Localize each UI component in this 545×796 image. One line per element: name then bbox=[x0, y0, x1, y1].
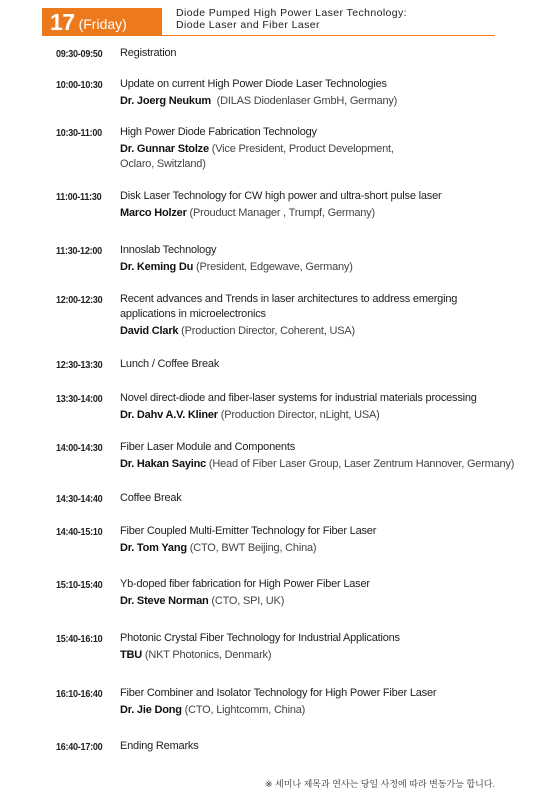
footnote: ※ 세미나 제목과 연사는 당일 사정에 따라 변동가능 합니다. bbox=[264, 779, 495, 789]
session-time: 16:40-17:00 bbox=[56, 741, 103, 753]
speaker-line bbox=[120, 703, 520, 718]
speaker-name: Dr. Joerg Neukum bbox=[120, 95, 211, 107]
speaker-name: Dr. Dahv A.V. Kliner bbox=[120, 409, 218, 421]
session-title: Lunch / Coffee Break bbox=[120, 358, 220, 370]
speaker-affiliation: (CTO, SPI, UK) bbox=[208, 595, 285, 607]
speaker-name: Dr. Steve Norman bbox=[120, 595, 209, 607]
speaker-affiliation: (President, Edgewave, Germany) bbox=[193, 261, 353, 273]
session-details bbox=[120, 686, 520, 718]
session-theme-line-2: Diode Laser and Fiber Laser bbox=[176, 19, 320, 31]
session-title: Fiber Laser Module and Components bbox=[120, 441, 296, 453]
speaker-line bbox=[120, 324, 520, 339]
speaker-line bbox=[120, 457, 520, 472]
session-title: Ending Remarks bbox=[120, 740, 199, 752]
speaker-name: David Clark bbox=[120, 325, 179, 337]
session-time: 14:40-15:10 bbox=[56, 526, 103, 538]
speaker-name: Dr. Gunnar Stolze bbox=[120, 143, 209, 155]
session-details bbox=[120, 46, 520, 61]
session-details bbox=[120, 125, 520, 172]
speaker-name: Dr. Hakan Sayinc bbox=[120, 458, 207, 470]
session-details bbox=[120, 357, 520, 372]
day-badge bbox=[42, 8, 162, 36]
session-time: 15:40-16:10 bbox=[56, 633, 103, 645]
session-title: Coffee Break bbox=[120, 492, 182, 504]
session-time: 10:30-11:00 bbox=[56, 127, 102, 139]
day-name: (Friday) bbox=[78, 15, 127, 32]
session-title: Recent advances and Trends in laser architectures to address emerging bbox=[120, 293, 458, 305]
session-time: 09:30-09:50 bbox=[56, 48, 103, 60]
session-time: 11:00-11:30 bbox=[56, 191, 102, 203]
session-details bbox=[120, 77, 520, 109]
speaker-affiliation: (Production Director, nLight, USA) bbox=[217, 409, 380, 421]
session-details bbox=[120, 631, 520, 663]
speaker-affiliation: (Production Director, Coherent, USA) bbox=[178, 325, 355, 337]
session-title-continued: applications in microelectronics bbox=[120, 308, 266, 320]
session-details bbox=[120, 491, 520, 506]
session-theme-line-1: Diode Pumped High Power Laser Technology: bbox=[176, 7, 407, 19]
speaker-line bbox=[120, 648, 520, 663]
speaker-affiliation: (Prouduct Manager , Trumpf, Germany) bbox=[186, 207, 375, 219]
speaker-affiliation-continued: Oclaro, Switzland) bbox=[120, 158, 206, 170]
session-time: 12:00-12:30 bbox=[56, 294, 103, 306]
speaker-affiliation: (Vice President, Product Development, bbox=[208, 143, 394, 155]
speaker-affiliation: (DILAS Diodenlaser GmbH, Germany) bbox=[210, 95, 398, 107]
speaker-affiliation: (NKT Photonics, Denmark) bbox=[142, 649, 272, 661]
speaker-line bbox=[120, 142, 520, 157]
session-details bbox=[120, 739, 520, 754]
session-title: Update on current High Power Diode Laser Technologies bbox=[120, 78, 387, 90]
session-title: Registration bbox=[120, 47, 177, 59]
speaker-line bbox=[120, 408, 520, 423]
session-time: 11:30-12:00 bbox=[56, 245, 102, 257]
session-time: 12:30-13:30 bbox=[56, 359, 103, 371]
session-title: Yb-doped fiber fabrication for High Power Fiber Laser bbox=[120, 578, 370, 590]
speaker-name: Marco Holzer bbox=[120, 207, 187, 219]
speaker-affiliation: (CTO, BWT Beijing, China) bbox=[186, 542, 317, 554]
speaker-name: Dr. Tom Yang bbox=[120, 542, 187, 554]
session-details bbox=[120, 189, 520, 221]
session-details bbox=[120, 391, 520, 423]
session-time: 14:30-14:40 bbox=[56, 493, 103, 505]
session-time: 15:10-15:40 bbox=[56, 579, 103, 591]
session-details bbox=[120, 243, 520, 275]
session-title: Fiber Coupled Multi-Emitter Technology for Fiber Laser bbox=[120, 525, 377, 537]
session-title: Fiber Combiner and Isolator Technology for High Power Fiber Laser bbox=[120, 687, 437, 699]
session-time: 10:00-10:30 bbox=[56, 79, 103, 91]
speaker-line bbox=[120, 94, 520, 109]
session-title: Innoslab Technology bbox=[120, 244, 217, 256]
session-title: Disk Laser Technology for CW high power and ultra-short pulse laser bbox=[120, 190, 442, 202]
speaker-line bbox=[120, 206, 520, 221]
day-header bbox=[0, 0, 545, 40]
session-details bbox=[120, 577, 520, 609]
session-title: Photonic Crystal Fiber Technology for Industrial Applications bbox=[120, 632, 400, 644]
speaker-line bbox=[120, 594, 520, 609]
speaker-affiliation: (Head of Fiber Laser Group, Laser Zentrum Hannover, Germany) bbox=[206, 458, 515, 470]
session-title: Novel direct-diode and fiber-laser systems for industrial materials processing bbox=[120, 392, 477, 404]
day-number: 17 bbox=[50, 8, 75, 35]
header-divider bbox=[162, 35, 495, 36]
speaker-line bbox=[120, 541, 520, 556]
session-details bbox=[120, 524, 520, 556]
speaker-affiliation: (CTO, Lightcomm, China) bbox=[181, 704, 306, 716]
speaker-name: Dr. Keming Du bbox=[120, 261, 194, 273]
session-details bbox=[120, 440, 520, 472]
session-details bbox=[120, 292, 520, 339]
session-time: 16:10-16:40 bbox=[56, 688, 103, 700]
speaker-name: TBU bbox=[120, 649, 143, 661]
session-title: High Power Diode Fabrication Technology bbox=[120, 126, 317, 138]
speaker-line bbox=[120, 260, 520, 275]
session-theme-title bbox=[176, 7, 407, 31]
speaker-name: Dr. Jie Dong bbox=[120, 704, 182, 716]
session-time: 13:30-14:00 bbox=[56, 393, 103, 405]
session-time: 14:00-14:30 bbox=[56, 442, 103, 454]
